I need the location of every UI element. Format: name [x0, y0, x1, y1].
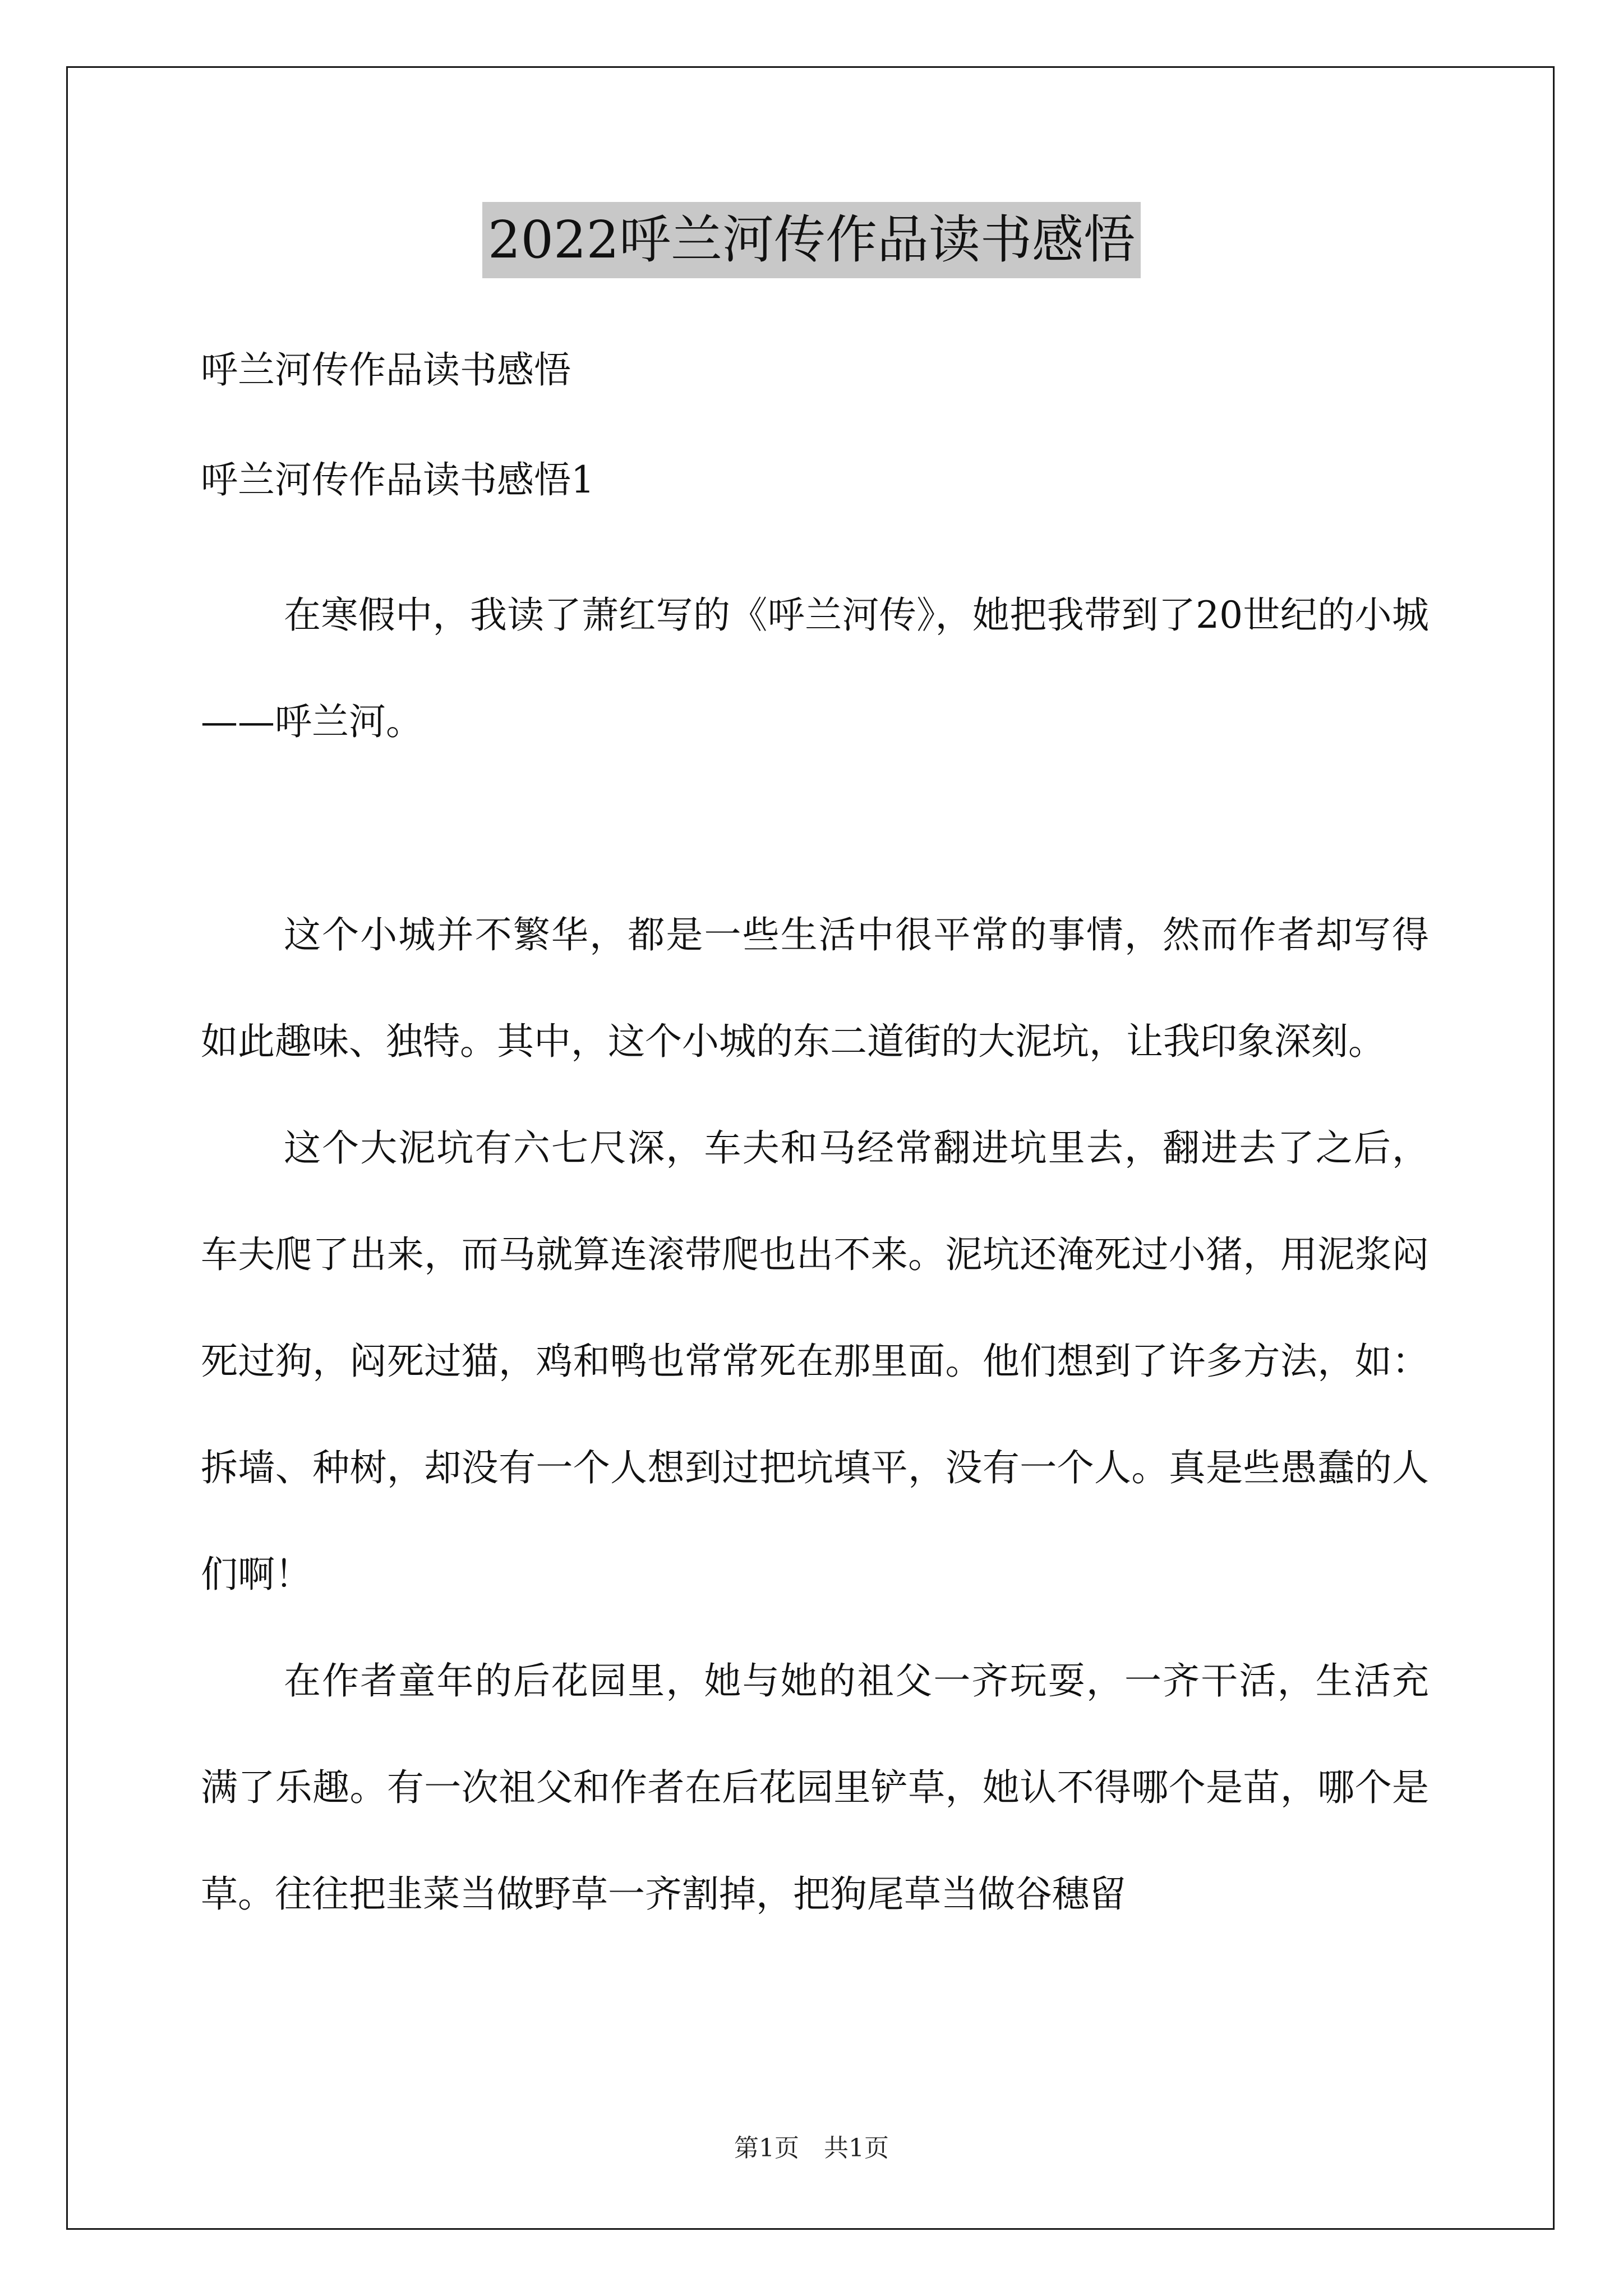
document-heading: 呼兰河传作品读书感悟	[201, 348, 571, 392]
document-title: 2022呼兰河传作品读书感悟	[482, 202, 1141, 278]
page-number-footer: 第1页 共1页	[734, 2134, 889, 2162]
paragraph-3: 这个大泥坑有六七尺深，车夫和马经常翻进坑里去，翻进去了之后，车夫爬了出来，而马就算连滚带爬也出不来。泥坑还淹死过小猪，用泥浆闷死过狗，闷死过猫，鸡和鸭也常常死在那里面。他们想到了许多方法，如：拆墙、种树，却没有一个人想到过把坑填平，没有一个人。真是些愚蠢的人们啊！	[201, 1126, 1429, 1596]
document-body	[201, 342, 1429, 1948]
title-container	[0, 202, 1623, 278]
paragraph-4: 在作者童年的后花园里，她与她的祖父一齐玩耍，一齐干活，生活充满了乐趣。有一次祖父和作者在后花园里铲草，她认不得哪个是苗，哪个是草。往往把韭菜当做野草一齐割掉，把狗尾草当做谷穗留	[201, 1659, 1429, 1916]
paragraph-1: 在寒假中，我读了萧红写的《呼兰河传》，她把我带到了20世纪的小城——呼兰河。	[201, 593, 1429, 743]
document-subheading: 呼兰河传作品读书感悟1	[201, 458, 594, 501]
paragraph-2: 这个小城并不繁华，都是一些生活中很平常的事情，然而作者却写得如此趣味、独特。其中，这个小城的东二道街的大泥坑，让我印象深刻。	[201, 913, 1429, 1063]
